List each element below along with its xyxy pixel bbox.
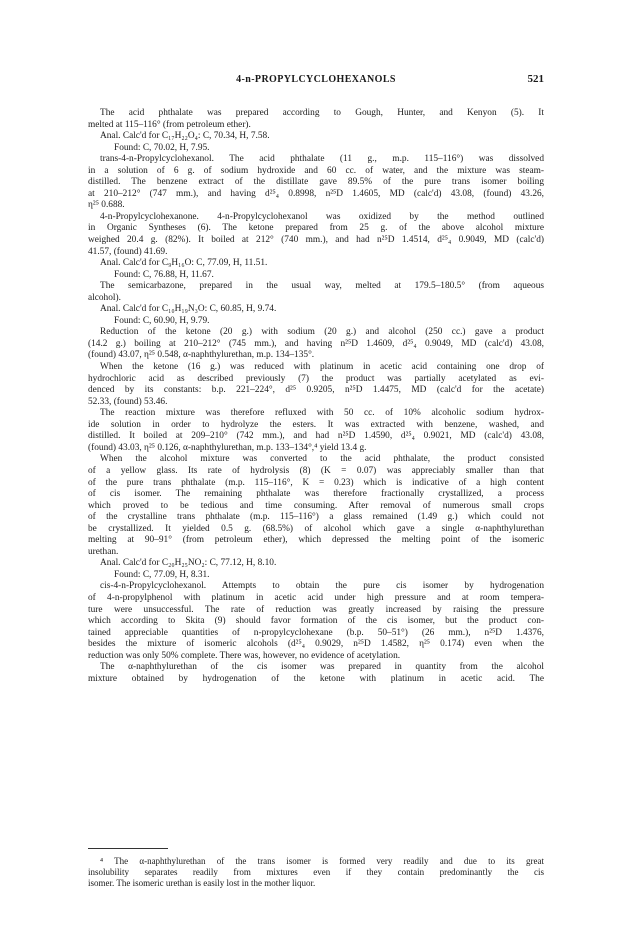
- text-line: which proved to be tedious and time consuming. After removal of numerous small crops: [88, 500, 544, 511]
- text-line: melting at 90–91° (from petroleum ether), which depressed the melting point of the isomeric: [88, 535, 544, 546]
- text-line: distilled. It boiled at 209–210° (742 mm.), and had n²⁵D 1.4590, d²⁵₄ 0.9021, MD (calc'd) 43.08,: [88, 431, 544, 442]
- text-line: The α-naphthylurethan of the cis isomer was prepared in quantity from the alcohol: [100, 662, 544, 673]
- page-header: [88, 74, 544, 90]
- text-line: of cis isomer. The remaining phthalate was therefore fractionally crystallized, a process: [88, 489, 544, 500]
- text-line: denced by its constants: b.p. 221–224°, d²⁵ 0.9205, n²⁵D 1.4475, MD (calc'd for the acetate): [88, 385, 544, 396]
- text-line: Anal. Calc'd for C₁₀H₁₉N₃O: C, 60.85, H, 9.74.: [100, 304, 277, 315]
- text-line: Found: C, 60.90, H, 9.79.: [114, 315, 210, 326]
- text-line: ture were unsuccessful. The rate of reduction was greatly increased by raising the pressure: [88, 604, 544, 615]
- text-line: Reduction of the ketone (20 g.) with sodium (20 g.) and alcohol (250 cc.) gave a product: [100, 327, 544, 338]
- footnote-line: insolubility separates readily from mixtures even if they contain predominantly the cis: [88, 867, 544, 878]
- text-line: Found: C, 76.88, H, 11.67.: [114, 269, 214, 280]
- text-line: Found: C, 70.02, H, 7.95.: [114, 142, 210, 153]
- text-line: mixture obtained by hydrogenation of the ketone with platinum in acetic acid. The: [88, 673, 544, 684]
- text-line: of 4-n-propylphenol with platinum in acetic acid under high pressure and at room tempera-: [88, 592, 544, 603]
- text-line: in Organic Syntheses (6). The ketone prepared from 25 g. of the above alcohol mixture: [88, 223, 544, 234]
- text-line: When the ketone (16 g.) was reduced with platinum in acetic acid containing one drop of: [100, 362, 544, 373]
- text-line: trans-4-n-Propylcyclohexanol. The acid phthalate (11 g., m.p. 115–116°) was dissolved: [100, 154, 544, 165]
- text-line: in a solution of 6 g. of sodium hydroxide and 60 cc. of water, and the mixture was steam-: [88, 165, 544, 176]
- text-line: be crystallized. It yielded 0.5 g. (68.5%) of alcohol which gave a single α-naphthylurethan: [88, 523, 544, 534]
- text-line: Anal. Calc'd for C₂₀H₂₅NO₂: C, 77.12, H, 8.10.: [100, 558, 277, 569]
- text-line: which according to Skita (9) should favor formation of the cis isomer, but the product con-: [88, 616, 544, 627]
- text-line: η²⁵ 0.688.: [88, 200, 125, 211]
- text-line: The acid phthalate was prepared according to Gough, Hunter, and Kenyon (5). It: [100, 108, 544, 118]
- text-line: 4-n-Propylcyclohexanone. 4-n-Propylcyclohexanol was oxidized by the method outlined: [100, 211, 544, 222]
- text-line: Anal. Calc'd for C₉H₁₆O: C, 77.09, H, 11.51.: [100, 258, 268, 269]
- text-line: cis-4-n-Propylcyclohexanol. Attempts to obtain the pure cis isomer by hydrogenation: [100, 581, 544, 592]
- text-line: 52.33, (found) 53.46.: [88, 396, 168, 407]
- text-line: distilled. The benzene extract of the distillate gave 89.5% of the pure trans isomer boiling: [88, 177, 544, 188]
- text-line: of the pure trans phthalate (m.p. 115–116°, K = 0.23) which is indicative of a high content: [88, 477, 544, 488]
- text-line: ide solution in order to hydrolyze the esters. It was extracted with benzene, washed, and: [88, 419, 544, 430]
- footnote-rule: [88, 848, 168, 849]
- text-line: (found) 43.03, η²⁵ 0.126, α-naphthylurethan, m.p. 133–134°,⁴ yield 13.4 g.: [88, 442, 367, 453]
- text-line: reduction was only 50% complete. There was, however, no evidence of acetylation.: [88, 650, 401, 661]
- text-line: hydrochloric acid as described previously (7) the product was partially acetylated as evi-: [88, 373, 544, 384]
- text-line: weighed 20.4 g. (82%). It boiled at 212° (740 mm.), and had n²⁵D 1.4514, d²⁵₄ 0.9049, MD (calc'd): [88, 235, 544, 246]
- text-line: (14.2 g.) boiling at 210–212° (745 mm.), and having n²⁵D 1.4609, d²⁵₄ 0.9049, MD (calc'd) 43.08,: [88, 338, 544, 349]
- footnote-line: isomer. The isomeric urethan is easily lost in the mother liquor.: [88, 878, 316, 889]
- text-line: tained appreciable quantities of n-propylcyclohexane (b.p. 50–51°) (26 mm.), n²⁵D 1.4376,: [88, 627, 544, 638]
- text-line: The semicarbazone, prepared in the usual way, melted at 179.5–180.5° (from aqueous: [100, 281, 544, 292]
- text-line: at 210–212° (747 mm.), and having d²⁵₄ 0.8998, n²⁵D 1.4605, MD (calc'd) 43.08, (found) 43.26,: [88, 188, 544, 199]
- page-number: 521: [527, 73, 544, 85]
- text-line: melted at 115–116° (from petroleum ether).: [88, 119, 251, 130]
- text-line: When the alcohol mixture was converted to the acid phthalate, the product consisted: [100, 454, 544, 465]
- text-line: urethan.: [88, 546, 119, 557]
- footnote-line: ⁴ The α-naphthylurethan of the trans isomer is formed very readily and due to its great: [100, 856, 544, 866]
- text-line: The reaction mixture was therefore refluxed with 50 cc. of 10% alcoholic sodium hydrox-: [100, 408, 544, 419]
- text-line: of the crystalline trans phthalate (m.p. 115–116°) a glass remained (1.49 g.) which could not: [88, 512, 544, 523]
- text-line: alcohol).: [88, 292, 121, 303]
- text-line: 41.57, (found) 41.69.: [88, 246, 168, 257]
- text-line: Found: C, 77.09, H, 8.31.: [114, 569, 210, 580]
- text-line: Anal. Calc'd for C₁₇H₂₂O₄: C, 70.34, H, 7.58.: [100, 131, 270, 142]
- footnote: [88, 856, 544, 890]
- text-line: besides the mixture of isomeric alcohols (d²⁵₄ 0.9029, n²⁵D 1.4582, η²⁵ 0.174) even when the: [88, 639, 544, 650]
- text-line: of a yellow glass. Its rate of hydrolysis (8) (K = 0.07) was appreciably smaller than that: [88, 465, 544, 476]
- running-title: 4-n-PROPYLCYCLOHEXANOLS: [236, 74, 396, 85]
- text-line: (found) 43.07, η²⁵ 0.548, α-naphthylurethan, m.p. 134–135°.: [88, 350, 315, 361]
- body-text: [88, 108, 544, 685]
